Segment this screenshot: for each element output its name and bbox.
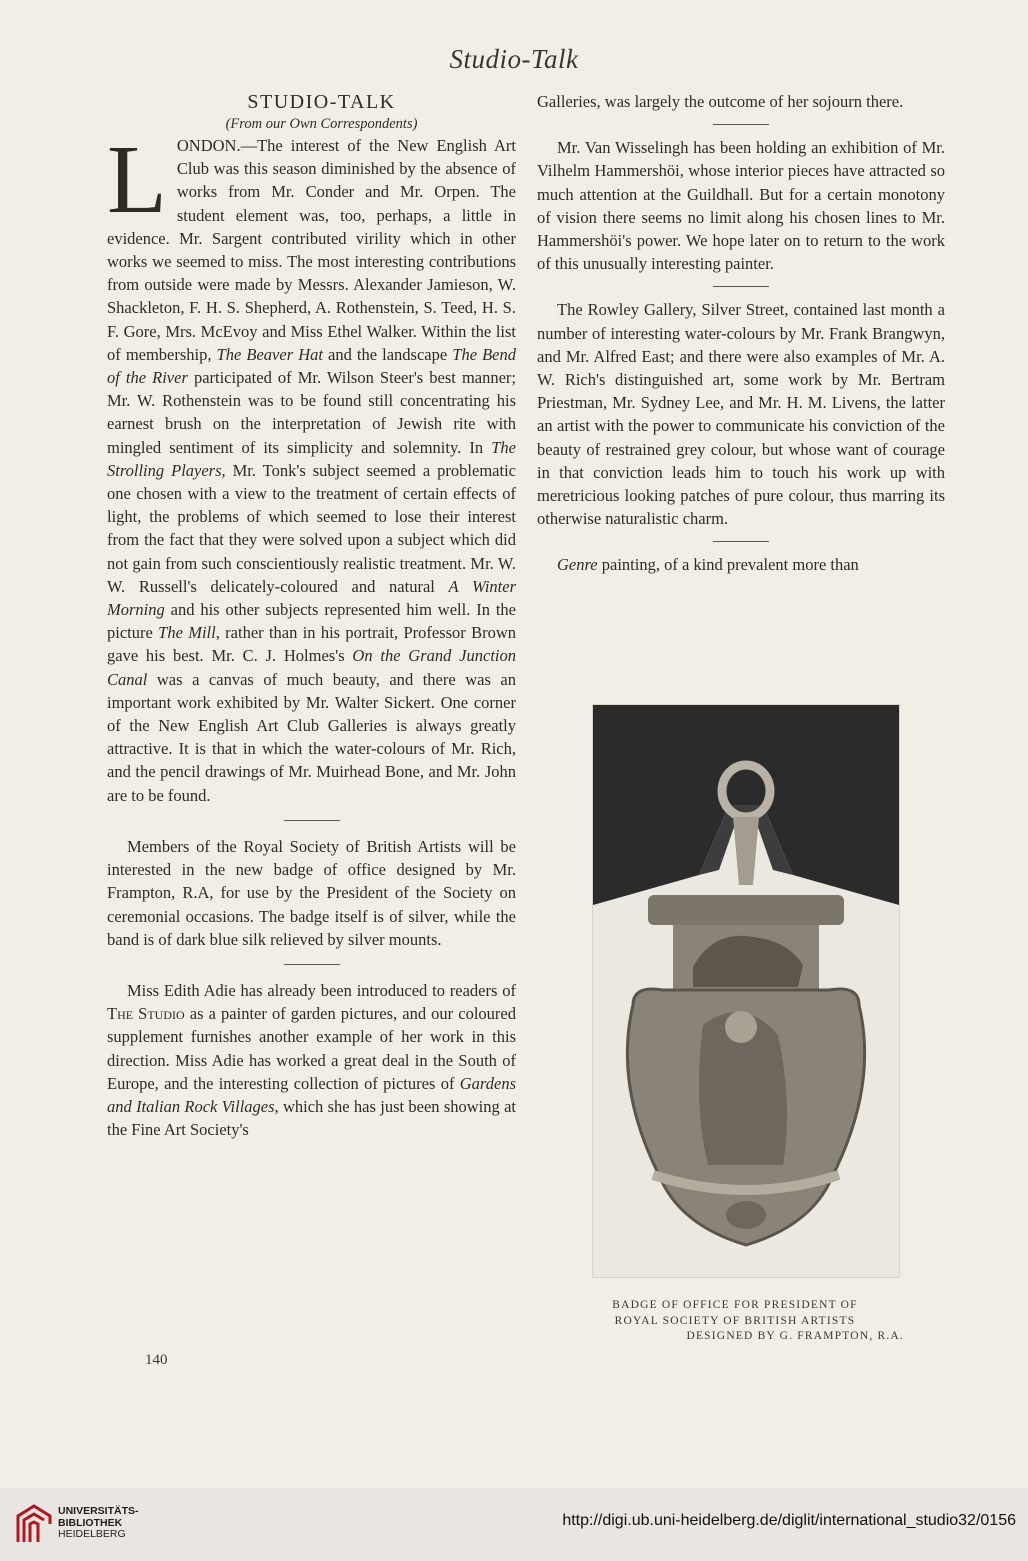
right-column: [537, 90, 945, 577]
caption-line-1: BADGE OF OFFICE FOR PRESIDENT OF: [612, 1299, 858, 1311]
section-subtitle: (From our Own Correspondents): [225, 116, 418, 132]
section-divider: [284, 820, 340, 821]
figure-caption: [560, 1298, 910, 1345]
artwork-title: On the Grand Junction Canal: [107, 646, 516, 689]
artwork-title: A Winter Morning: [107, 576, 517, 620]
artwork-title: The Strolling Players: [107, 437, 516, 480]
section-divider: [713, 286, 769, 287]
article-paragraph-royal-society: Members of the Royal Society of British Artists will be interested in the new badge of office designed by Mr. Frampton, R.A, for use by the President of the Society on ceremonial occasions. The badge itself is of silver, while the band is of dark blue silk relieved by silver mounts.: [107, 836, 516, 949]
publication-name: The Studio: [107, 1004, 185, 1024]
library-logo-icon: [14, 1502, 54, 1546]
artwork-title: The Beaver Hat: [216, 344, 323, 364]
article-paragraph-rowley-gallery: The Rowley Gallery, Silver Street, contained last month a number of interesting water-colours by Mr. Frank Brangwyn, and Mr. Alfred East; and there were also examples of Mr. A. W. Rich's distinguished art, some work by Mr. Bertram Priestman, Mr. Sydney Lee, and Mr. H. M. Livens, the latter an artist with the power to communicate his conviction of the beauty of restrained grey colour, but whose want of courage in that conviction leads him to touch his work up with meretricious looking patches of pure colour, thus marring its otherwise naturalistic charm.: [537, 300, 945, 529]
library-name: UNIVERSITÄTS- BIBLIOTHEK HEIDELBERG: [58, 1505, 139, 1540]
artwork-title: Gardens and Italian Rock Villages: [107, 1073, 516, 1116]
article-paragraph-genre: Genre painting, of a kind prevalent more than: [557, 555, 859, 575]
digitization-footer: [0, 1488, 1028, 1561]
article-paragraph-london: LONDON.—The interest of the New English Art Club was this season diminished by the absence of works from Mr. Conder and Mr. Orpen. The student element was, too, perhaps, a little in evidence. Mr. Sargent contributed virility which in other works we seemed to miss. The most interesting contributions from outside were made by Messrs. Alexander Jamieson, W. Shackleton, F. H. S. Shepherd, A. Rothenstein, S. Teed, H. S. F. Gore, Mrs. McEvoy and Miss Ethel Walker. Within the list of membership, The Beaver Hat and the landscape The Bend of the River participated of Mr. Wilson Steer's best manner; Mr. W. Rothenstein was to be found still concentrating his earnest brush on the interpretation of Jewish rite with mingled sentiment of its simplicity and solemnity. In The Strolling Players, Mr. Tonk's subject seemed a problematic one chosen with a view to the treatment of certain effects of light, the problems of which seemed to lose their interest from the fact that they were solved upon a subject which did not gain from such conscientiously realistic treatment. Mr. W. W. Russell's delicately-coloured and natural A Winter Morning and his other subjects represented him well. In the picture The Mill, rather than in his portrait, Professor Brown gave his best. Mr. C. J. Holmes's On the Grand Junction Canal was a canvas of much beauty, and there was an important work exhibited by Mr. Walter Sickert. One corner of the New English Art Club Galleries is always greatly attractive. It is that in which the water-colours of Mr. Rich, and the pencil drawings of Mr. Muirhead Bone, and Mr. John are to be found.: [107, 126, 517, 805]
section-divider: [713, 124, 769, 125]
badge-illustration: [593, 705, 899, 1277]
left-column: [107, 90, 516, 1141]
article-paragraph-edith-adie: Miss Edith Adie has already been introduced to readers of The Studio as a painter of garden pictures, and our coloured supplement furnishes another example of her work in this direction. Miss Adie has worked a great deal in the South of Europe, and the interesting collection of pictures of Gardens and Italian Rock Villages, which she has just been showing at the Fine Art Society's: [107, 980, 517, 1140]
article-paragraph-hammershoi: Mr. Van Wisselingh has been holding an exhibition of Mr. Vilhelm Hammershöi, whose interior pieces have attracted so much attention at the Guildhall. But for a certain monotony of vision there seems no limit along his chosen lines to Mr. Hammershöi's power. We hope later on to return to the work of this unusually interesting painter.: [537, 138, 945, 274]
section-title: STUDIO-TALK: [247, 91, 396, 113]
drop-cap: L: [107, 126, 167, 234]
source-url[interactable]: http://digi.ub.uni-heidelberg.de/diglit/international_studio32/0156: [562, 1512, 1016, 1529]
badge-pediment: [648, 895, 844, 925]
caption-line-2: ROYAL SOCIETY OF BRITISH ARTISTS: [614, 1314, 856, 1327]
artwork-title: The Bend of the River: [107, 344, 517, 388]
running-head: Studio-Talk: [449, 44, 579, 74]
article-paragraph-continued: Galleries, was largely the outcome of her sojourn there.: [537, 92, 904, 111]
badge-photograph: [592, 704, 900, 1278]
section-divider: [284, 964, 340, 965]
page-number: 140: [145, 1352, 168, 1368]
caption-line-3: DESIGNED BY G. FRAMPTON, R.A.: [686, 1330, 904, 1342]
section-divider: [713, 541, 769, 542]
artwork-title: The Mill: [158, 623, 216, 643]
